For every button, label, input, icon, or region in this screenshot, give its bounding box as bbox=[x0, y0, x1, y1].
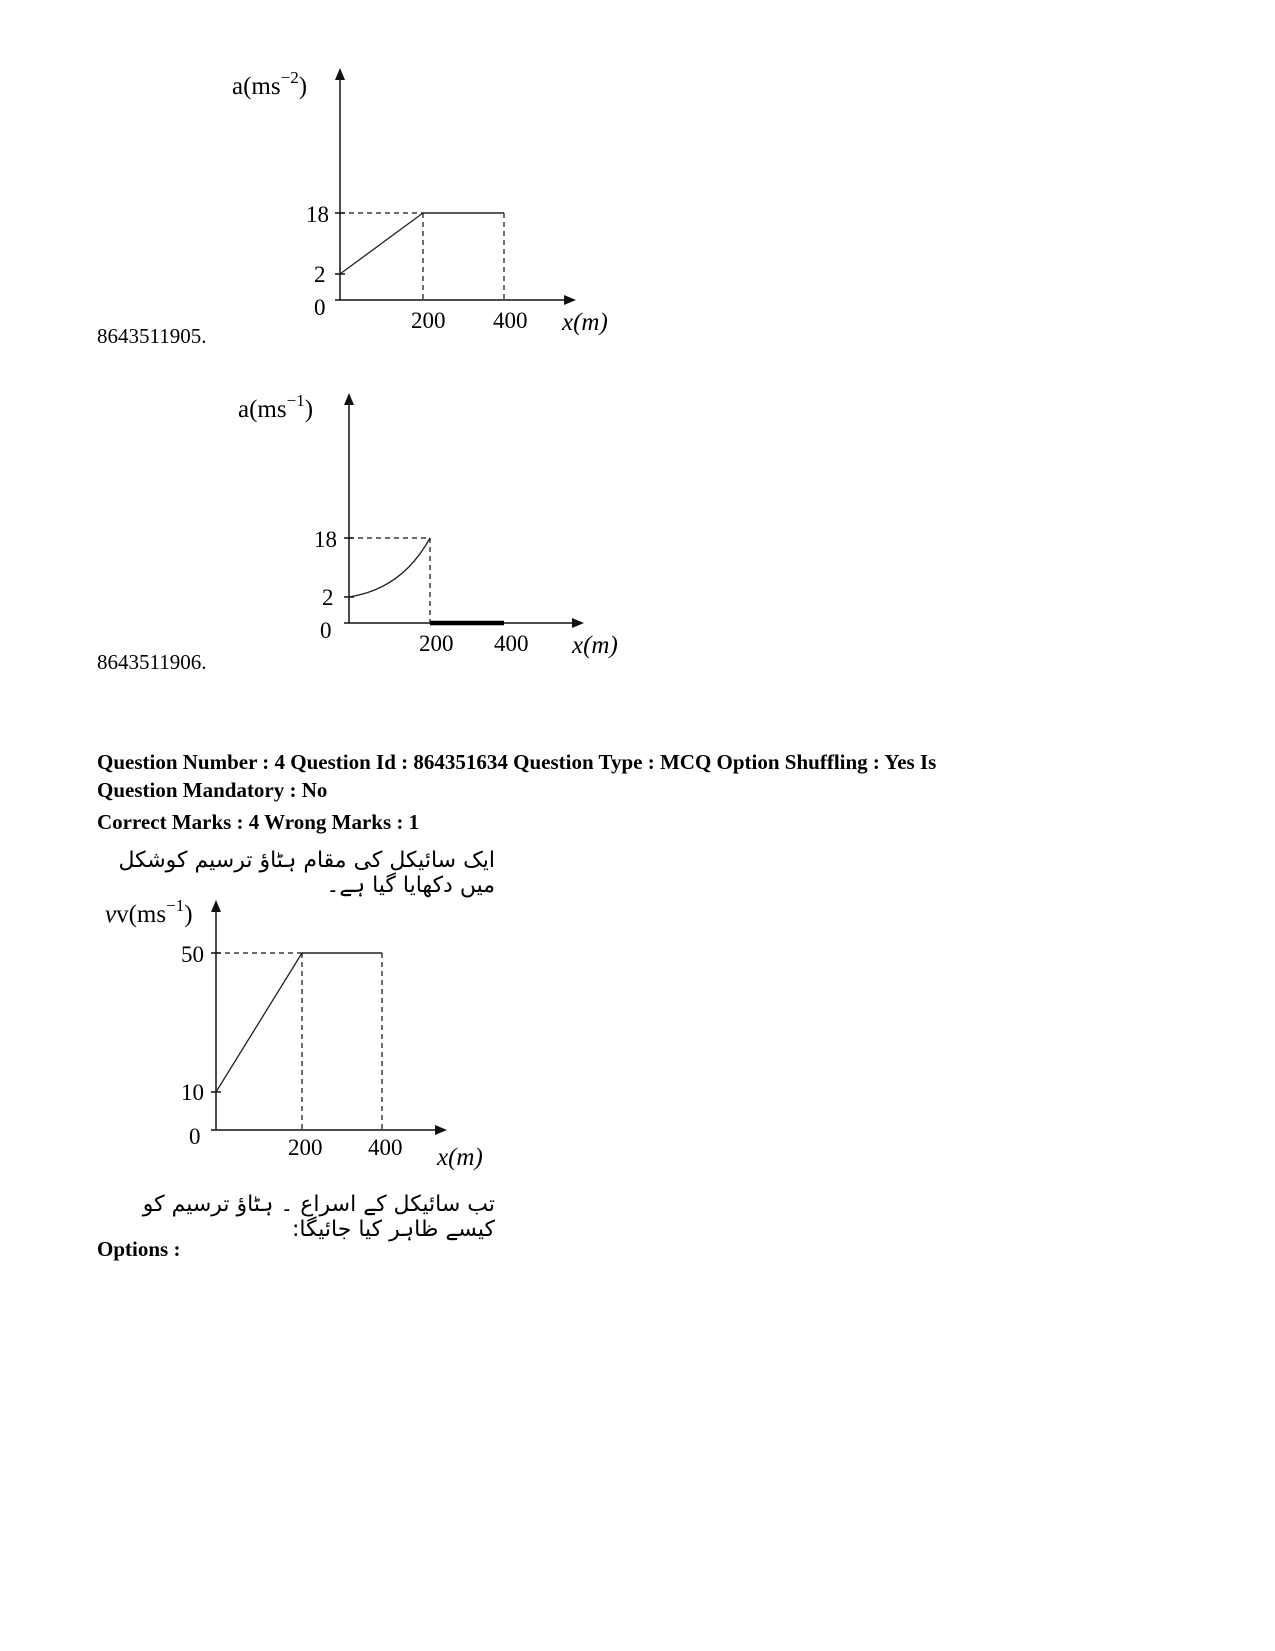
y-tick-18: 18 bbox=[314, 527, 337, 552]
x-axis-label: x(m) bbox=[572, 632, 618, 659]
x-axis-arrow bbox=[572, 618, 584, 628]
x-tick-400: 400 bbox=[368, 1135, 403, 1160]
x-tick-400: 400 bbox=[494, 631, 529, 656]
x-tick-200: 200 bbox=[411, 308, 446, 333]
y-tick-2: 2 bbox=[314, 262, 326, 287]
y-tick-2: 2 bbox=[322, 585, 334, 610]
x-tick-200: 200 bbox=[419, 631, 454, 656]
question-graph bbox=[97, 892, 507, 1182]
question-marks: Correct Marks : 4 Wrong Marks : 1 bbox=[97, 810, 420, 834]
x-tick-200: 200 bbox=[288, 1135, 323, 1160]
x-axis-arrow bbox=[564, 295, 576, 305]
y-tick-0: 0 bbox=[314, 295, 326, 320]
option-a-id: 8643511905. bbox=[97, 324, 207, 348]
option-b-graph bbox=[210, 385, 640, 675]
x-tick-400: 400 bbox=[493, 308, 528, 333]
y-axis-arrow bbox=[344, 393, 354, 405]
question-header-line2: Question Mandatory : No bbox=[97, 778, 328, 802]
question-text-urdu-1: ایک سائیکل کی مقام ہٹاؤ ترسیم کوشکل میں دکھایا گیا ہے۔ bbox=[118, 848, 495, 898]
y-axis-arrow bbox=[335, 68, 345, 80]
y-axis-label: $a(ms^{-1})$ bbox=[238, 391, 314, 423]
y-tick-18: 18 bbox=[306, 202, 329, 227]
question-header bbox=[97, 748, 1197, 804]
y-tick-10: 10 bbox=[181, 1080, 204, 1105]
x-axis-label: x(m) bbox=[437, 1144, 483, 1171]
option-a-graph bbox=[210, 62, 640, 347]
series-line-rising bbox=[216, 953, 302, 1092]
option-b-id: 8643511906. bbox=[97, 650, 207, 674]
y-tick-50: 50 bbox=[181, 942, 204, 967]
options-label: Options : bbox=[97, 1237, 181, 1261]
y-tick-0: 0 bbox=[320, 618, 332, 643]
y-tick-0: 0 bbox=[189, 1124, 201, 1149]
question-header-line1: Question Number : 4 Question Id : 864351634 Question Type : MCQ Option Shuffling : Yes Is bbox=[97, 750, 937, 774]
series-curve-rising bbox=[349, 538, 430, 597]
y-axis-label: $a(ms^{-2})$ bbox=[232, 68, 308, 100]
x-axis-arrow bbox=[435, 1125, 447, 1135]
question-text-urdu-2: تب سائیکل کے اسراع ۔ ہٹاؤ ترسیم کو کیسے ظاہر کیا جائیگا: bbox=[142, 1192, 495, 1242]
y-axis-label: $vv(ms^{-1})$ bbox=[105, 896, 193, 928]
y-axis-arrow bbox=[211, 900, 221, 912]
x-axis-label: x(m) bbox=[562, 309, 608, 336]
series-line-rising bbox=[340, 213, 423, 274]
